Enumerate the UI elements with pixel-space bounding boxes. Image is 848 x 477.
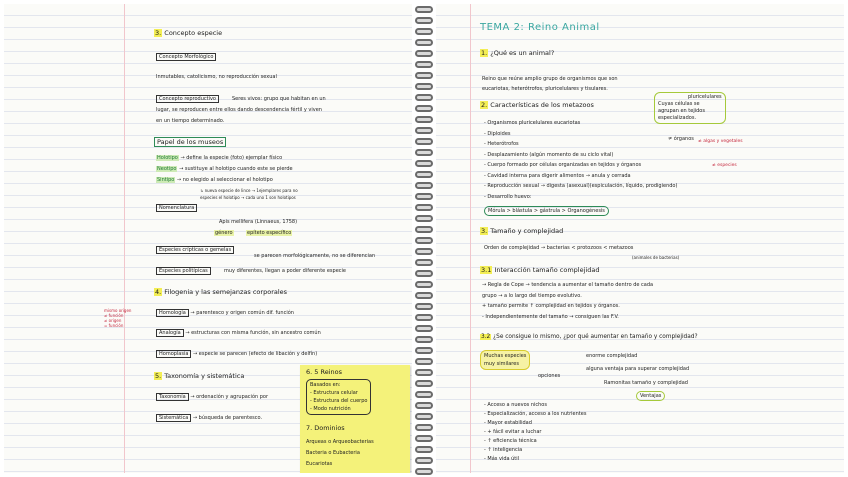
spiral-coil bbox=[415, 28, 433, 35]
spiral-coil bbox=[415, 424, 433, 431]
concepto-reproductivo-text-2: lugar, se reproducen entre ellos dando descendencia fértil y viven bbox=[156, 107, 322, 113]
sistematica-row: Sistemática → búsqueda de parentesco. bbox=[156, 415, 262, 422]
alguna-ventaja: alguna ventaja para superar complejidad bbox=[586, 366, 690, 372]
reinos-criteria: Basados en: - Estructura celular - Estructura del cuerpo - Modo nutrición bbox=[306, 379, 371, 415]
animales-note: (animales de bacterias) bbox=[632, 255, 680, 260]
ventajas-label: Ventajas bbox=[636, 393, 665, 400]
especies-cripticas-label: Especies crípticas o gemelas bbox=[156, 247, 234, 254]
spiral-coil bbox=[415, 380, 433, 387]
ventajas-list: - Acceso a nuevos nichos - Especialización, acceso a los nutrientes - Mayor estabilidad - + fácil evitar a luchar - ↑ eficiencia técnica - ↑ inteligencia - Más vida útil bbox=[484, 402, 587, 462]
lince-note-1: ↳ nueva especie de lince → 1ejemplares para no bbox=[200, 188, 298, 193]
complexity-order: Orden de complejidad → bacterias < protozoos < metazoos bbox=[484, 245, 634, 251]
q32-heading: 3.2 ¿Se consigue lo mismo, ¿por qué aumentar en tamaño y complejidad? bbox=[481, 334, 698, 340]
spiral-coil bbox=[415, 435, 433, 442]
especies-cripticas-text: se parecen morfológicamente, no se diferencian bbox=[254, 253, 376, 259]
genero-label: género bbox=[215, 230, 233, 236]
dominios-heading: 7. Dominios bbox=[306, 424, 345, 432]
spiral-coil bbox=[415, 336, 433, 343]
spiral-coil bbox=[415, 94, 433, 101]
taxonomia-row: Taxonomía → ordenación y agrupación por bbox=[156, 394, 268, 401]
tema-title: TEMA 2: Reino Animal bbox=[480, 22, 600, 33]
lince-note-2: especies el holotipo → cada uno 1 son holotipos bbox=[200, 195, 296, 200]
spiral-coil bbox=[415, 171, 433, 178]
sintipo-row: Sintipo → no elegido al seleccionar el holotipo bbox=[157, 177, 273, 183]
section-4-heading: 4. Filogenia y las semejanzas corporales bbox=[155, 288, 288, 296]
spiral-coil bbox=[415, 83, 433, 90]
section-5-heading: 5. Taxonomía y sistemática bbox=[155, 372, 245, 380]
nomenclatura-label: Nomenclatura bbox=[156, 205, 197, 212]
spiral-coil bbox=[415, 369, 433, 376]
concepto-morfologico-text: Inmutables, catolicismo, no reproducción sexual bbox=[156, 74, 277, 80]
spiral-coil bbox=[415, 248, 433, 255]
spiral-coil bbox=[415, 259, 433, 266]
q31-body: → Regla de Cope → tendencia a aumentar el tamaño dentro de cada grupo → a lo largo del tiempo evolutivo. + tamaño permite ↑ complejidad en tejidos y órganos. - Independientemente del tamaño → consiguen las F.V. bbox=[482, 282, 654, 320]
dominios-list: Arqueas o Arqueobacterias Bacteria o Eubacteria Eucariotas bbox=[306, 439, 374, 467]
spiral-coil bbox=[415, 347, 433, 354]
q31-heading: 3.1 Interacción tamaño complejidad bbox=[481, 266, 600, 274]
spiral-coil bbox=[415, 105, 433, 112]
holotipo-row: Holotipo → define la especie (foto) ejemplar físico bbox=[157, 155, 283, 161]
spiral-coil bbox=[415, 270, 433, 277]
homologia-row: Homología → parentesco y origen común dif. función bbox=[156, 310, 294, 317]
opciones-label: opciones bbox=[538, 373, 561, 379]
spiral-coil bbox=[415, 358, 433, 365]
spiral-coil bbox=[415, 325, 433, 332]
spiral-coil bbox=[415, 446, 433, 453]
spiral-coil bbox=[415, 193, 433, 200]
left-notebook-page bbox=[4, 4, 412, 473]
ramonitas-label: Ramonitas tamaño y complejidad bbox=[604, 380, 688, 386]
q1-heading: 1. ¿Qué es un animal? bbox=[481, 49, 555, 57]
spiral-coil bbox=[415, 61, 433, 68]
reinos-heading: 6. 5 Reinos bbox=[306, 368, 342, 376]
spiral-coil bbox=[415, 226, 433, 233]
muchas-especies-box: Muchas especies muy similares bbox=[480, 350, 530, 370]
q1-text-1: Reino que reúne amplio grupo de organismos que son bbox=[482, 76, 618, 82]
margin-line bbox=[470, 4, 471, 473]
q2-heading: 2. Características de los metazoos bbox=[481, 101, 594, 109]
spiral-coil bbox=[415, 182, 433, 189]
right-notebook-page bbox=[436, 4, 844, 473]
epiteto-label: epíteto específico bbox=[247, 230, 292, 236]
enorme-complejidad: enorme complejidad bbox=[586, 353, 638, 359]
concepto-reproductivo-text-3: en un tiempo determinado. bbox=[156, 118, 225, 124]
papel-museos-label: Papel de los museos bbox=[154, 139, 226, 146]
margin-line bbox=[124, 4, 125, 473]
spiral-coil bbox=[415, 314, 433, 321]
spiral-coil bbox=[415, 215, 433, 222]
homoplasia-row: Homoplasia → especie se parecen (efecto de libación y delfín) bbox=[156, 351, 317, 358]
spiral-coil bbox=[415, 402, 433, 409]
spiral-coil bbox=[415, 237, 433, 244]
spiral-coil bbox=[415, 50, 433, 57]
especies-politipicas-text: muy diferentes, llegan a poder diferente especie bbox=[224, 268, 346, 274]
neotipo-row: Neotipo → sustituye al holotipo cuando este se pierde bbox=[157, 166, 293, 172]
spiral-coil bbox=[415, 160, 433, 167]
spiral-coil bbox=[415, 281, 433, 288]
spiral-coil bbox=[415, 391, 433, 398]
spiral-binding bbox=[412, 0, 436, 477]
analogia-row: Analogía → estructuras con misma función, sin ancestro común bbox=[156, 330, 321, 337]
development-sequence: Mórula > blástula > gástrula > Organogénesis bbox=[484, 208, 609, 215]
organos-note: ≠ órganos bbox=[668, 136, 694, 142]
spiral-coil bbox=[415, 6, 433, 13]
spiral-coil bbox=[415, 413, 433, 420]
homologia-side-note: mismo origen ≠ función ≠ origen = función bbox=[104, 308, 132, 328]
spiral-coil bbox=[415, 204, 433, 211]
concepto-reproductivo-text-1: Seres vivos: grupo que habitan en un bbox=[232, 96, 326, 102]
concepto-reproductivo-label: Concepto reproductivo bbox=[156, 96, 219, 103]
q1-text-2: eucariotas, heterótrofos, pluricelulares y tisulares. bbox=[482, 86, 608, 92]
section-3-heading: 3. Concepto especie bbox=[155, 29, 223, 37]
especies-politipicas-label: Especies politípicas bbox=[156, 268, 211, 275]
q3-heading: 3. Tamaño y complejidad bbox=[481, 227, 564, 235]
algas-note: ≠ algas y vegetales bbox=[698, 139, 743, 144]
spiral-coil bbox=[415, 127, 433, 134]
spiral-coil bbox=[415, 39, 433, 46]
spiral-coil bbox=[415, 457, 433, 464]
especies-note: ≠ especies bbox=[712, 163, 737, 168]
metazoos-characteristics: - Organismos pluricelulares eucariotas - Diploides - Heterótrofos - Desplazamiento (algún momento de su ciclo vital) - Cuerpo formado por células organizadas en tejidos y órganos - Cavidad interna para digerir alimentos → anula y cerrada - Reproducción sexual → digesta (asexual)(espiculación, líquido, prodigiendo) - Desarrollo huevo: bbox=[484, 120, 678, 200]
spiral-coil bbox=[415, 17, 433, 24]
spiral-coil bbox=[415, 149, 433, 156]
pluricelulares-bubble: pluricelulares Cuyas células se agrupan en tejidos especializados. bbox=[654, 92, 726, 124]
sticky-note bbox=[300, 365, 410, 473]
spiral-coil bbox=[415, 292, 433, 299]
spiral-coil bbox=[415, 72, 433, 79]
spiral-coil bbox=[415, 468, 433, 475]
spiral-coil bbox=[415, 303, 433, 310]
spiral-coil bbox=[415, 138, 433, 145]
spiral-coil bbox=[415, 116, 433, 123]
concepto-morfologico-label: Concepto Morfológico bbox=[156, 54, 216, 61]
apis-mellifera: Apis mellifera (Linnaeus, 1758) bbox=[219, 219, 298, 225]
